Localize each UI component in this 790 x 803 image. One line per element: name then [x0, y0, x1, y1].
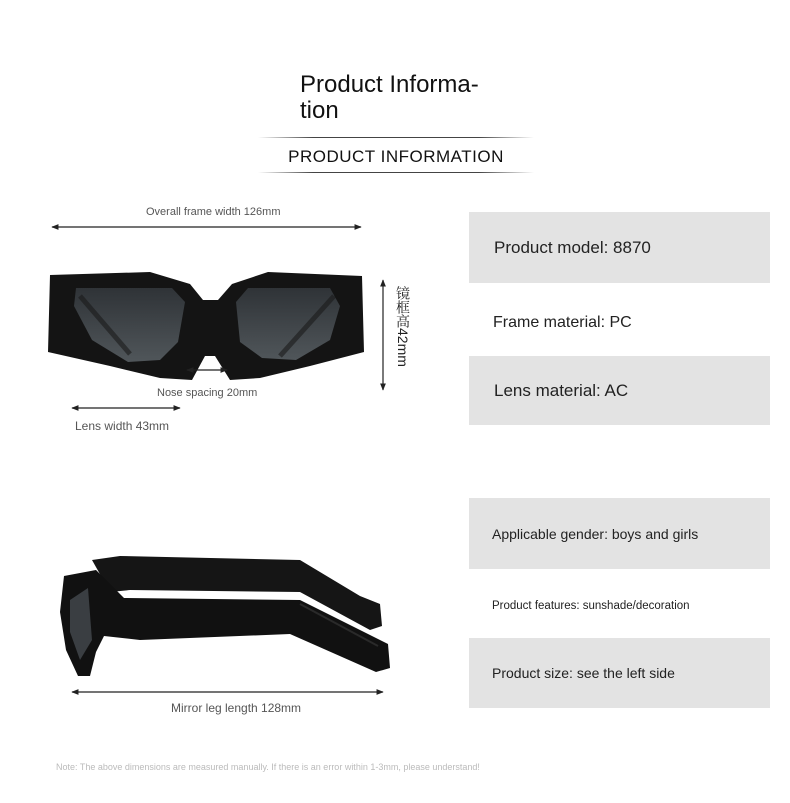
- nose-spacing-label: Nose spacing 20mm: [157, 387, 258, 399]
- spec-features: [469, 590, 770, 622]
- title-line-1: Product Informa-: [300, 71, 479, 98]
- spec-lens-material-text: Lens material: AC: [494, 380, 629, 400]
- spec-frame-material: [469, 300, 770, 346]
- spec-features-text: Product features: sunshade/decoration: [492, 600, 690, 612]
- spec-size: [469, 638, 770, 708]
- glasses-side-view: [60, 556, 390, 676]
- leg-length-label: Mirror leg length 128mm: [171, 701, 302, 715]
- measurement-note: Note: The above dimensions are measured manually. If there is an error within 1-3mm, please understand!: [56, 762, 480, 772]
- spec-lens-material: [469, 356, 770, 425]
- glasses-front-view: [48, 272, 364, 380]
- page-subtitle: PRODUCT INFORMATION: [288, 147, 504, 166]
- spec-frame-material-text: Frame material: PC: [493, 314, 632, 331]
- spec-size-text: Product size: see the left side: [492, 665, 675, 681]
- spec-product-model-text: Product model: 8870: [494, 237, 651, 257]
- frame-height-label: 镜框高42mm: [395, 286, 411, 367]
- spec-gender-text: Applicable gender: boys and girls: [492, 525, 699, 542]
- title-line-2: tion: [300, 97, 339, 124]
- lens-width-label: Lens width 43mm: [75, 419, 170, 433]
- spec-gender: [469, 498, 770, 569]
- spec-product-model: [469, 212, 770, 283]
- overall-width-label: Overall frame width 126mm: [146, 206, 281, 218]
